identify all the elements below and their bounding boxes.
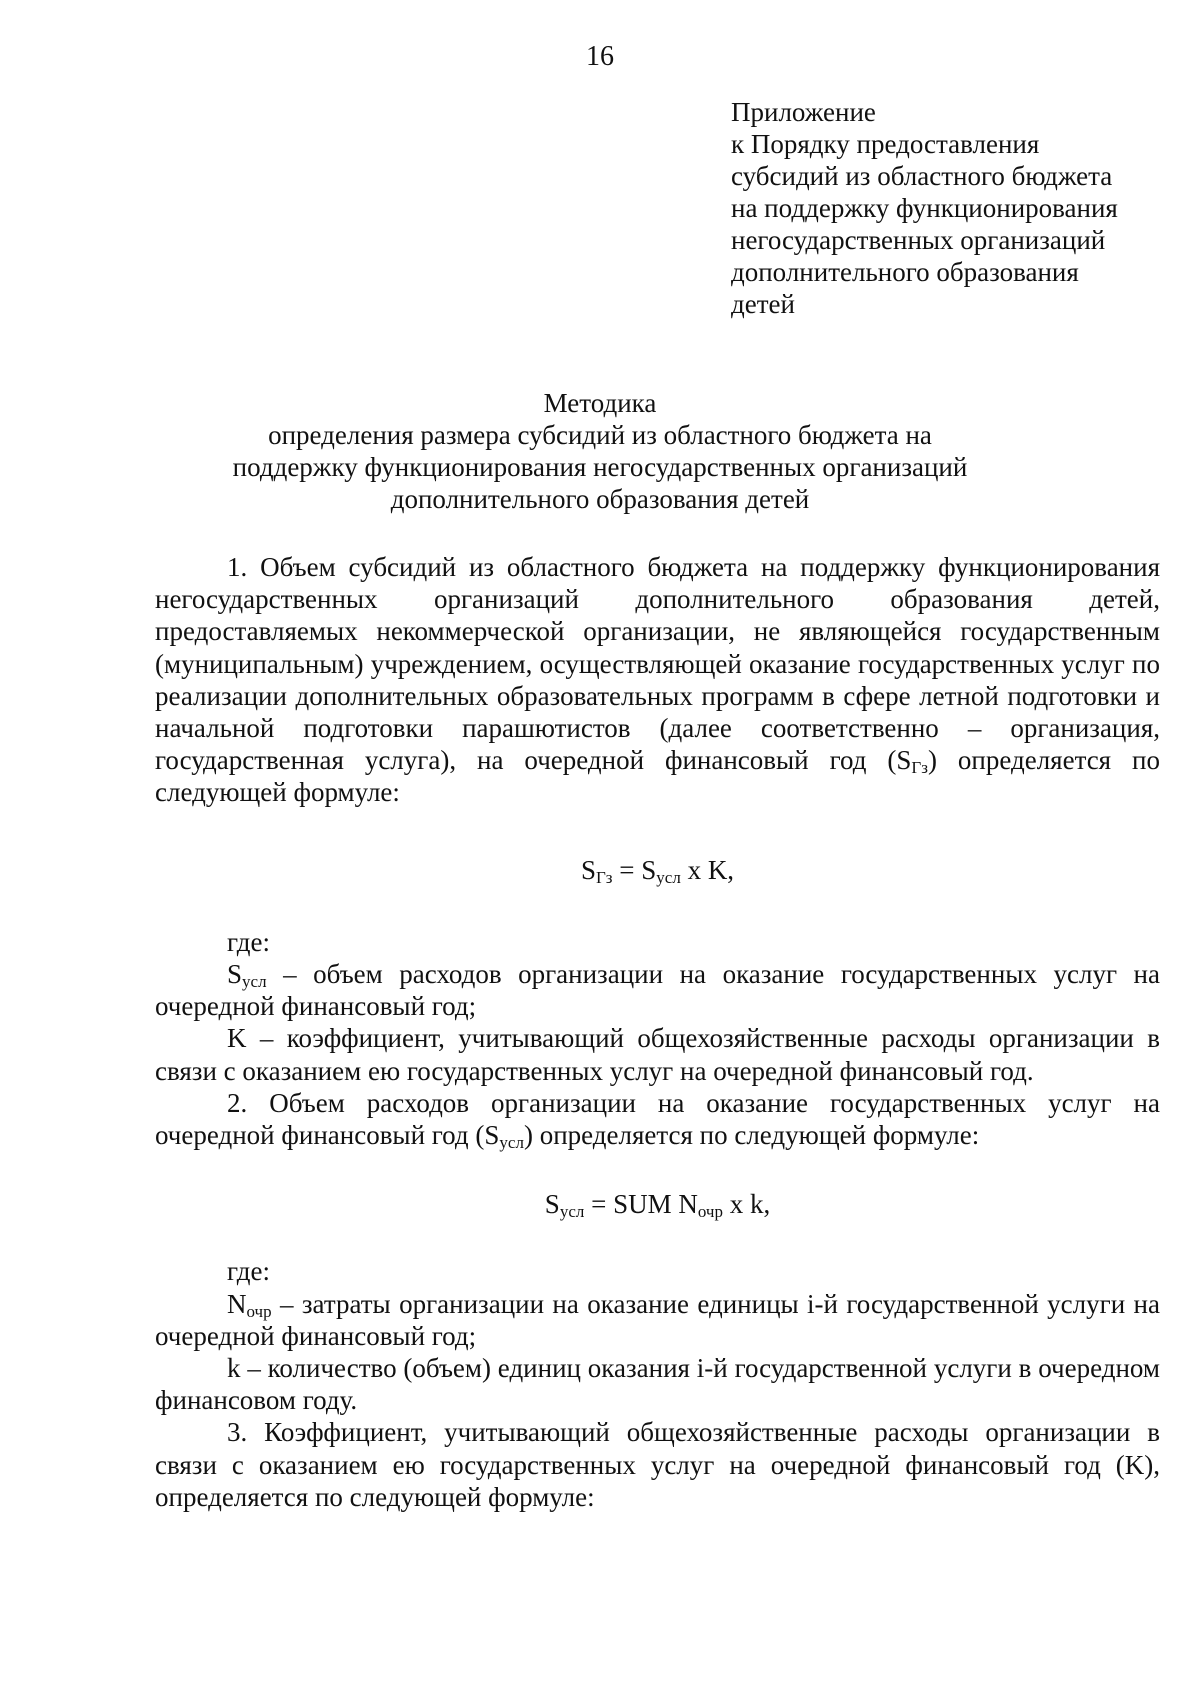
symbol-s-gz: $S_{Гз}$ <box>896 745 928 778</box>
appendix-header <box>731 96 1191 320</box>
title-line: дополнительного образования детей <box>390 484 810 514</box>
paragraph-section-1 <box>155 551 1160 809</box>
formula-2: $S_{усл}$ = SUM $N_{очр}$ x k, <box>544 1189 771 1222</box>
where-label-2: где: <box>227 1256 270 1287</box>
definition-k-count: k – количество (объем) единиц оказания i-й государственной услуги в очередном финансовом году. <box>155 1353 1160 1416</box>
title-line: поддержку функционирования негосударственных организаций <box>232 452 968 482</box>
document-title <box>0 387 1200 515</box>
section-1-text: 1. Объем субсидий из областного бюджета на поддержку функционирования негосударственных организаций дополнительного образования детей, предоставляемых некоммерческой организации, не являющейся государственным (муниципальным) учреждением, осуществляющей оказание государственных услуг по реализации дополнительных образовательных программ в сфере летной подготовки и начальной подготовки парашютистов (далее соответственно – организация, государственная услуга), на очередной финансовый год ( <box>155 552 1160 776</box>
appendix-line: Приложение <box>731 97 876 127</box>
appendix-line: на поддержку функционирования <box>731 193 1118 223</box>
page-number: 16 <box>586 41 614 72</box>
symbol-s-usl: $S_{усл}$ <box>484 1120 524 1153</box>
document-body <box>155 551 1160 1513</box>
title-line: определения размера субсидий из областного бюджета на <box>268 420 932 450</box>
where-label: где: <box>227 926 270 957</box>
section-1-text-end: ) определяется по следующей формуле: <box>155 745 1160 808</box>
appendix-line: негосударственных организаций <box>731 225 1106 255</box>
title-heading: Методика <box>543 388 657 418</box>
appendix-line: к Порядку предоставления <box>731 129 1040 159</box>
paragraph-section-3: 3. Коэффициент, учитывающий общехозяйственные расходы организации в связи с оказанием ею государственных услуг на очередной финансовый год (K), определяется по следующей формуле: <box>155 1417 1160 1512</box>
appendix-line: субсидий из областного бюджета <box>731 161 1113 191</box>
appendix-line: детей <box>731 289 795 319</box>
definition-k-coefficient: K – коэффициент, учитывающий общехозяйственные расходы организации в связи с оказанием ею государственных услуг на очередной финансовый год. <box>155 1023 1160 1086</box>
appendix-line: дополнительного образования <box>731 257 1079 287</box>
formula-1: $S_{Гз} = S_{усл}$ x K, <box>580 854 735 887</box>
definition-n-ochr: $N_{очр}$ – затраты организации на оказание единицы i-й государственной услуги на очередной финансовый год; <box>155 1288 1160 1351</box>
definition-s-usl: $S_{усл}$ – объем расходов организации на оказание государственных услуг на очередной финансовый год; <box>155 959 1160 1022</box>
paragraph-section-2: 2. Объем расходов организации на оказание государственных услуг на очередной финансовый год $(S_{усл})$ определяется по следующей формуле: <box>155 1087 1160 1153</box>
